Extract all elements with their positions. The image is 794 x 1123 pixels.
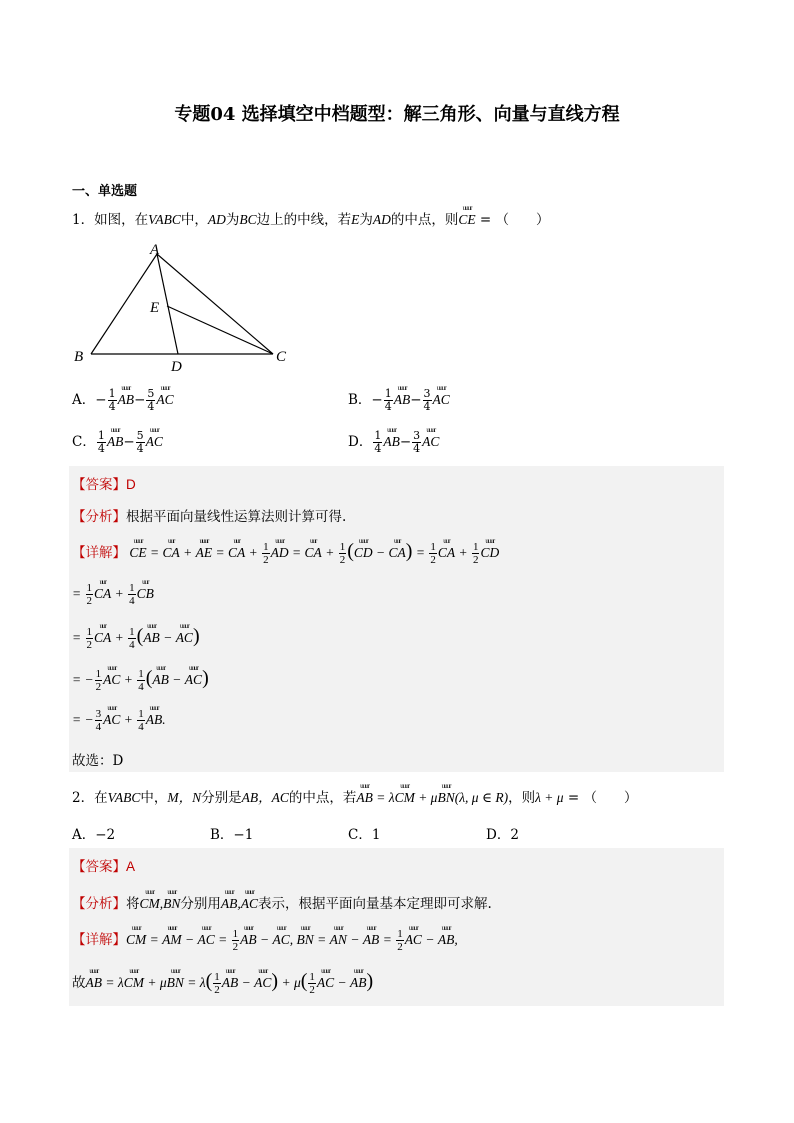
question-1-stem: 1．如图，在VABC中，AD为BC边上的中线，若E为AD的中点，则 uuur CE = （ ） xyxy=(72,204,550,228)
q2-detail-line-2: 故 uuur AB = λ uuur CM + μ uuur BN = λ( $\frac{1}{2}$ uuur AB − uuur AC) + μ( $\frac{1}{2}$ uuur AC − uuur AB) xyxy=(72,967,374,997)
q2-option-A[interactable]: A．−2 xyxy=(72,827,116,843)
q1-detail-line-4: = − $\frac{1}{2}$ uuur AC + $\frac{1}{4}$ ( uuur AB − uuur AC) xyxy=(72,664,209,694)
q1-option-C[interactable]: C． $\frac{1}{4}$ uuur AB− $\frac{5}{4}$ uuur AC xyxy=(72,426,163,455)
q1-detail-line-2: = $\frac{1}{2}$ uur CA + $\frac{1}{4}$ uur CB xyxy=(72,577,154,607)
q1-option-B[interactable]: B．− $\frac{1}{4}$ uuur AB− $\frac{3}{4}$ uuur AC xyxy=(348,384,450,413)
q2-option-B[interactable]: B．−1 xyxy=(210,827,254,843)
section-heading: 一、单选题 xyxy=(72,184,138,199)
point-label-E: E xyxy=(150,300,160,316)
q2-answer: 【答案】A xyxy=(72,859,136,875)
q1-option-A[interactable]: A．− $\frac{1}{4}$ uuur AB− $\frac{5}{4}$ uuur AC xyxy=(72,384,174,413)
q2-analysis: 【分析】将 uuur CM, uuur BN分别用 uuur AB, uuur AC表示，根据平面向量基本定理即可求解. xyxy=(72,888,492,912)
q1-detail-line-5: = − $\frac{3}{4}$ uuur AC + $\frac{1}{4}$ uuur AB. xyxy=(72,703,166,733)
q1-option-D[interactable]: D． $\frac{1}{4}$ uuur AB− $\frac{3}{4}$ uuur AC xyxy=(348,426,440,455)
q1-number: 1． xyxy=(72,212,95,228)
q1-detail-line-3: = $\frac{1}{2}$ uur CA + $\frac{1}{4}$ ( uuur AB − uuur AC) xyxy=(72,622,200,652)
question-2-stem: 2．在VABC中，M，N分别是AB，AC的中点，若 uuur AB = λ uuur CM + μ uuur BN(λ, μ ∈ R)，则λ + μ = （ ） xyxy=(72,782,638,806)
q1-answer: 【答案】D xyxy=(72,477,136,493)
segment-CE xyxy=(167,306,273,354)
q2-option-C[interactable]: C．1 xyxy=(348,827,381,843)
vertex-label-A: A xyxy=(150,242,160,258)
page-title: 专题04 选择填空中档题型：解三角形、向量与直线方程 xyxy=(174,104,620,125)
vector-CE: uuur CE xyxy=(458,204,476,227)
triangle-figure xyxy=(70,238,300,373)
q2-option-D[interactable]: D．2 xyxy=(486,827,519,843)
q2-detail-line-1: 【详解】 uuur CM = uuur AM − uuur AC = $\frac{1}{2}$ uuur AB − uuur AC, uuur BN = uuur AN − uuur AB = $\frac{1}{2}$ uuur AC − uuur AB, xyxy=(72,924,458,954)
vertex-label-B: B xyxy=(74,349,84,365)
side-AB xyxy=(91,254,160,354)
q1-conclusion: 故选：D xyxy=(72,753,124,769)
q2-number: 2． xyxy=(72,790,95,806)
q1-detail-line-1: 【详解】 uuur CE = uur CA + uuur AE = uur CA + $\frac{1}{2}$ uuur AD = uur CA + $\frac{1}{2}$ ( uuur CD − uur CA) = $\frac{1}{2}$ uur CA + $\frac{1}{2}$ uuur CD xyxy=(72,537,500,567)
point-label-D: D xyxy=(171,359,182,373)
vertex-label-C: C xyxy=(276,349,287,365)
q1-analysis: 【分析】根据平面向量线性运算法则计算可得. xyxy=(72,509,347,525)
